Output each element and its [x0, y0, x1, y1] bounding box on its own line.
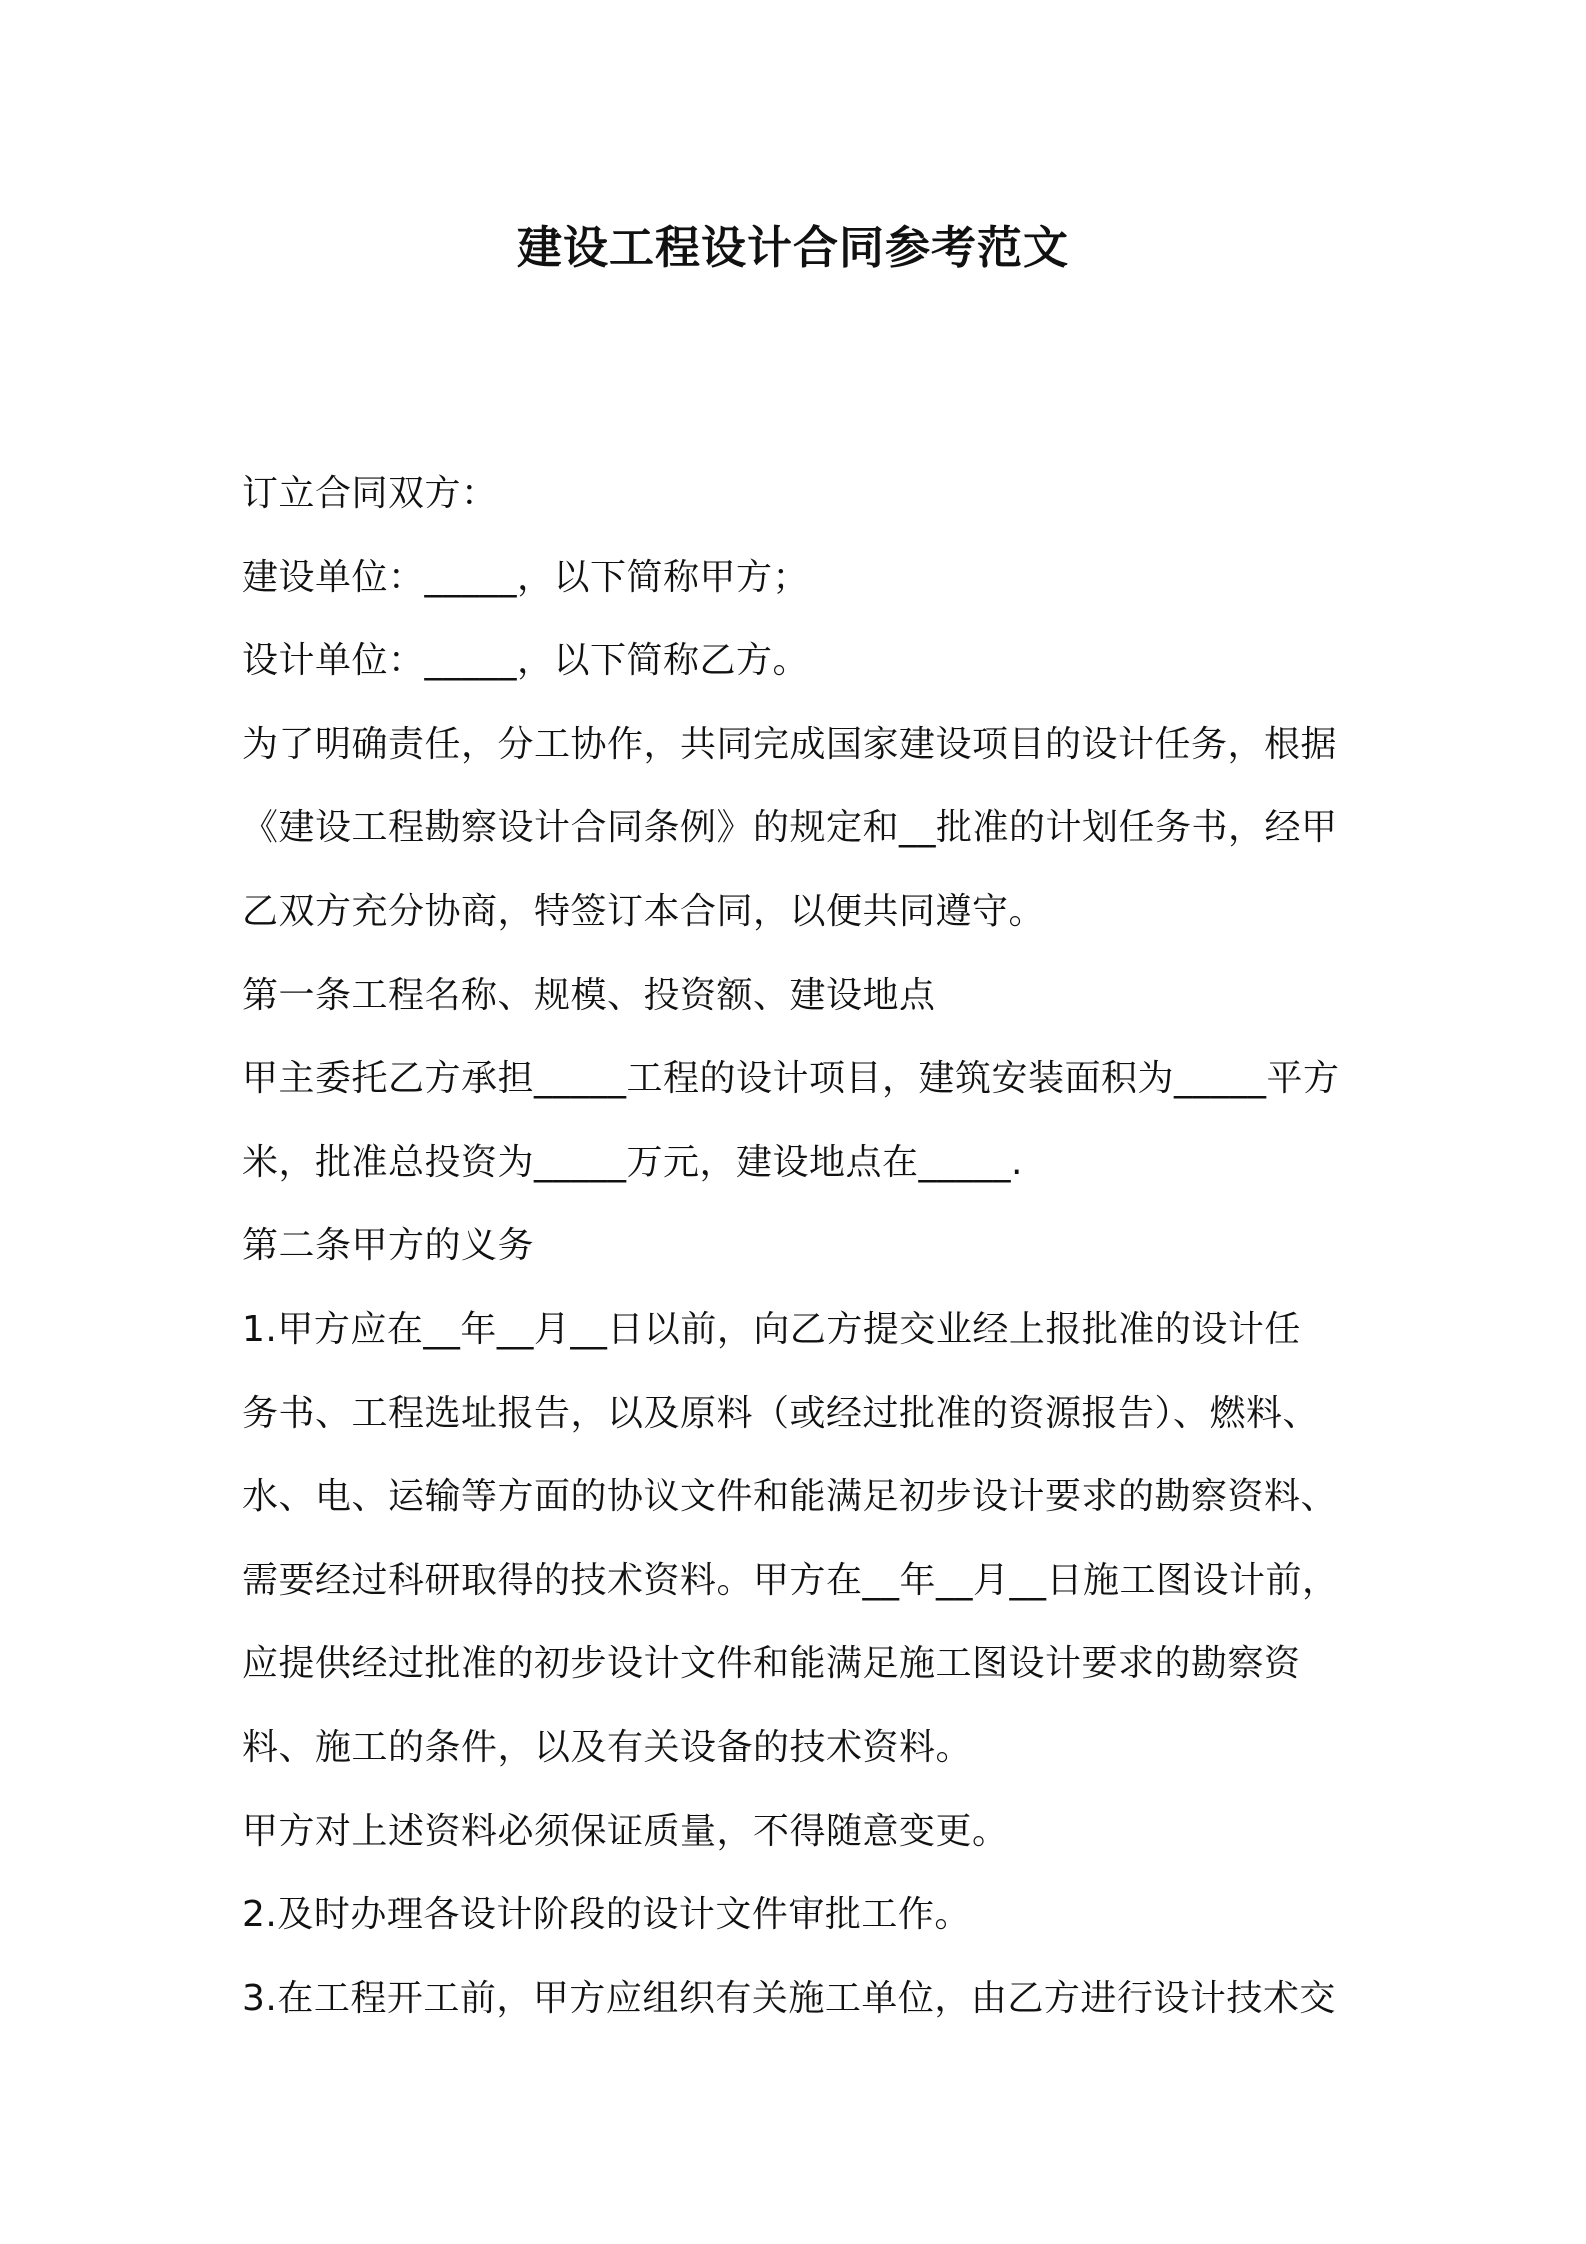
text-line: 料、施工的条件，以及有关设备的技术资料。: [242, 1726, 973, 1768]
section-heading: 第一条工程名称、规模、投资额、建设地点: [242, 974, 936, 1016]
document-title: 建设工程设计合同参考范文: [516, 221, 1069, 274]
text-line: 水、电、运输等方面的协议文件和能满足初步设计要求的勘察资料、: [242, 1476, 1338, 1518]
text-line: 《建设工程勘察设计合同条例》的规定和__批准的计划任务书，经甲: [242, 807, 1338, 849]
text-line: 乙双方充分协商，特签订本合同，以便共同遵守。: [242, 890, 1046, 932]
text-line: 建设单位：_____，以下简称甲方；: [242, 556, 810, 598]
text-line: 需要经过科研取得的技术资料。甲方在__年__月__日施工图设计前，: [242, 1559, 1339, 1601]
document-body: [242, 452, 1362, 2040]
text-line: 2.及时办理各设计阶段的设计文件审批工作。: [242, 1894, 971, 1936]
text-line: 设计单位：_____，以下简称乙方。: [242, 640, 810, 682]
text-line: 甲方对上述资料必须保证质量，不得随意变更。: [242, 1810, 1009, 1852]
text-line: 3.在工程开工前，甲方应组织有关施工单位，由乙方进行设计技术交: [242, 1977, 1336, 2019]
text-line: 为了明确责任，分工协作，共同完成国家建设项目的设计任务，根据: [242, 723, 1338, 765]
text-line: 米，批准总投资为_____万元，建设地点在_____.: [242, 1141, 1023, 1183]
text-line: 务书、工程选址报告，以及原料（或经过批准的资源报告）、燃料、: [242, 1392, 1320, 1434]
text-line: 应提供经过批准的初步设计文件和能满足施工图设计要求的勘察资: [242, 1643, 1301, 1685]
text-line: 1.甲方应在__年__月__日以前，向乙方提交业经上报批准的设计任: [242, 1308, 1301, 1350]
text-line: 订立合同双方：: [242, 473, 498, 514]
section-heading: 第二条甲方的义务: [242, 1225, 535, 1267]
text-line: 甲主委托乙方承担_____工程的设计项目，建筑安装面积为_____平方: [242, 1058, 1340, 1100]
